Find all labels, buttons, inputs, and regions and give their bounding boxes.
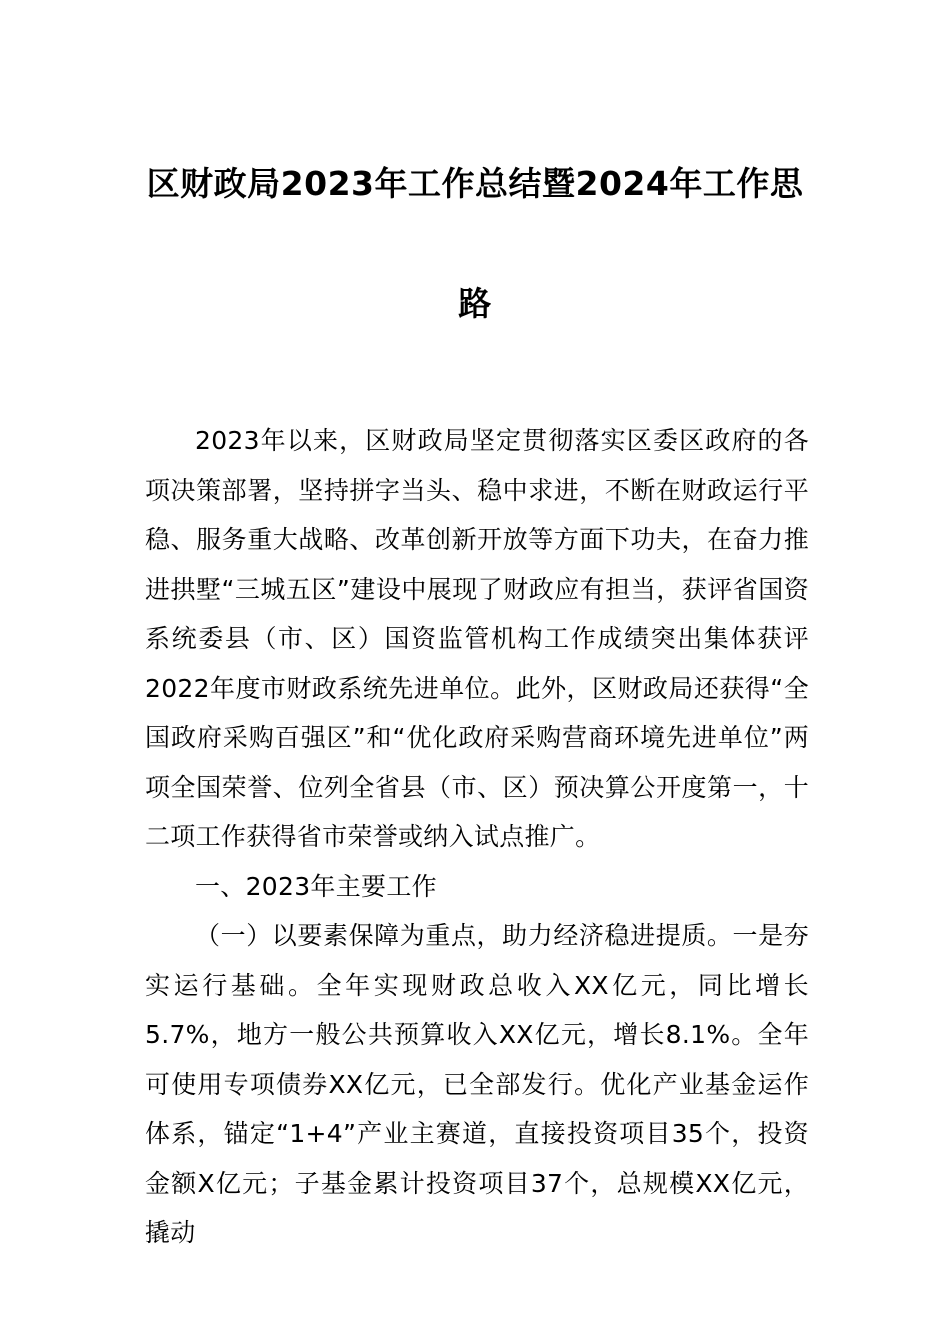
paragraph-section-1: （一）以要素保障为重点，助力经济稳进提质。一是夯实运行基础。全年实现财政总收入XX亿元，同比增长5.7%，地方一般公共预算收入XX亿元，增长8.1%。全年可使用专项债券XX亿元，已全部发行。优化产业基金运作体系，锚定“1+4”产业主赛道，直接投资项目35个，投资金额X亿元；子基金累计投资项目37个，总规模XX亿元，撬动 <box>145 921 809 1247</box>
document-title-line-1: 区财政局2023年工作总结暨2024年工作思 <box>146 164 804 203</box>
section-heading: 一、2023年主要工作 <box>195 871 437 901</box>
document-title-line-2: 路 <box>458 284 492 323</box>
document-body <box>145 416 809 1258</box>
paragraph-intro: 2023年以来，区财政局坚定贯彻落实区委区政府的各项决策部署，坚持拼字当头、稳中求进，不断在财政运行平稳、服务重大战略、改革创新开放等方面下功夫，在奋力推进拱墅“三城五区”建设中展现了财政应有担当，获评省国资系统委县（市、区）国资监管机构工作成绩突出集体获评2022年度市财政系统先进单位。此外，区财政局还获得“全国政府采购百强区”和“优化政府采购营商环境先进单位”两项全国荣誉、位列全省县（市、区）预决算公开度第一，十二项工作获得省市荣誉或纳入试点推广。 <box>145 426 809 851</box>
